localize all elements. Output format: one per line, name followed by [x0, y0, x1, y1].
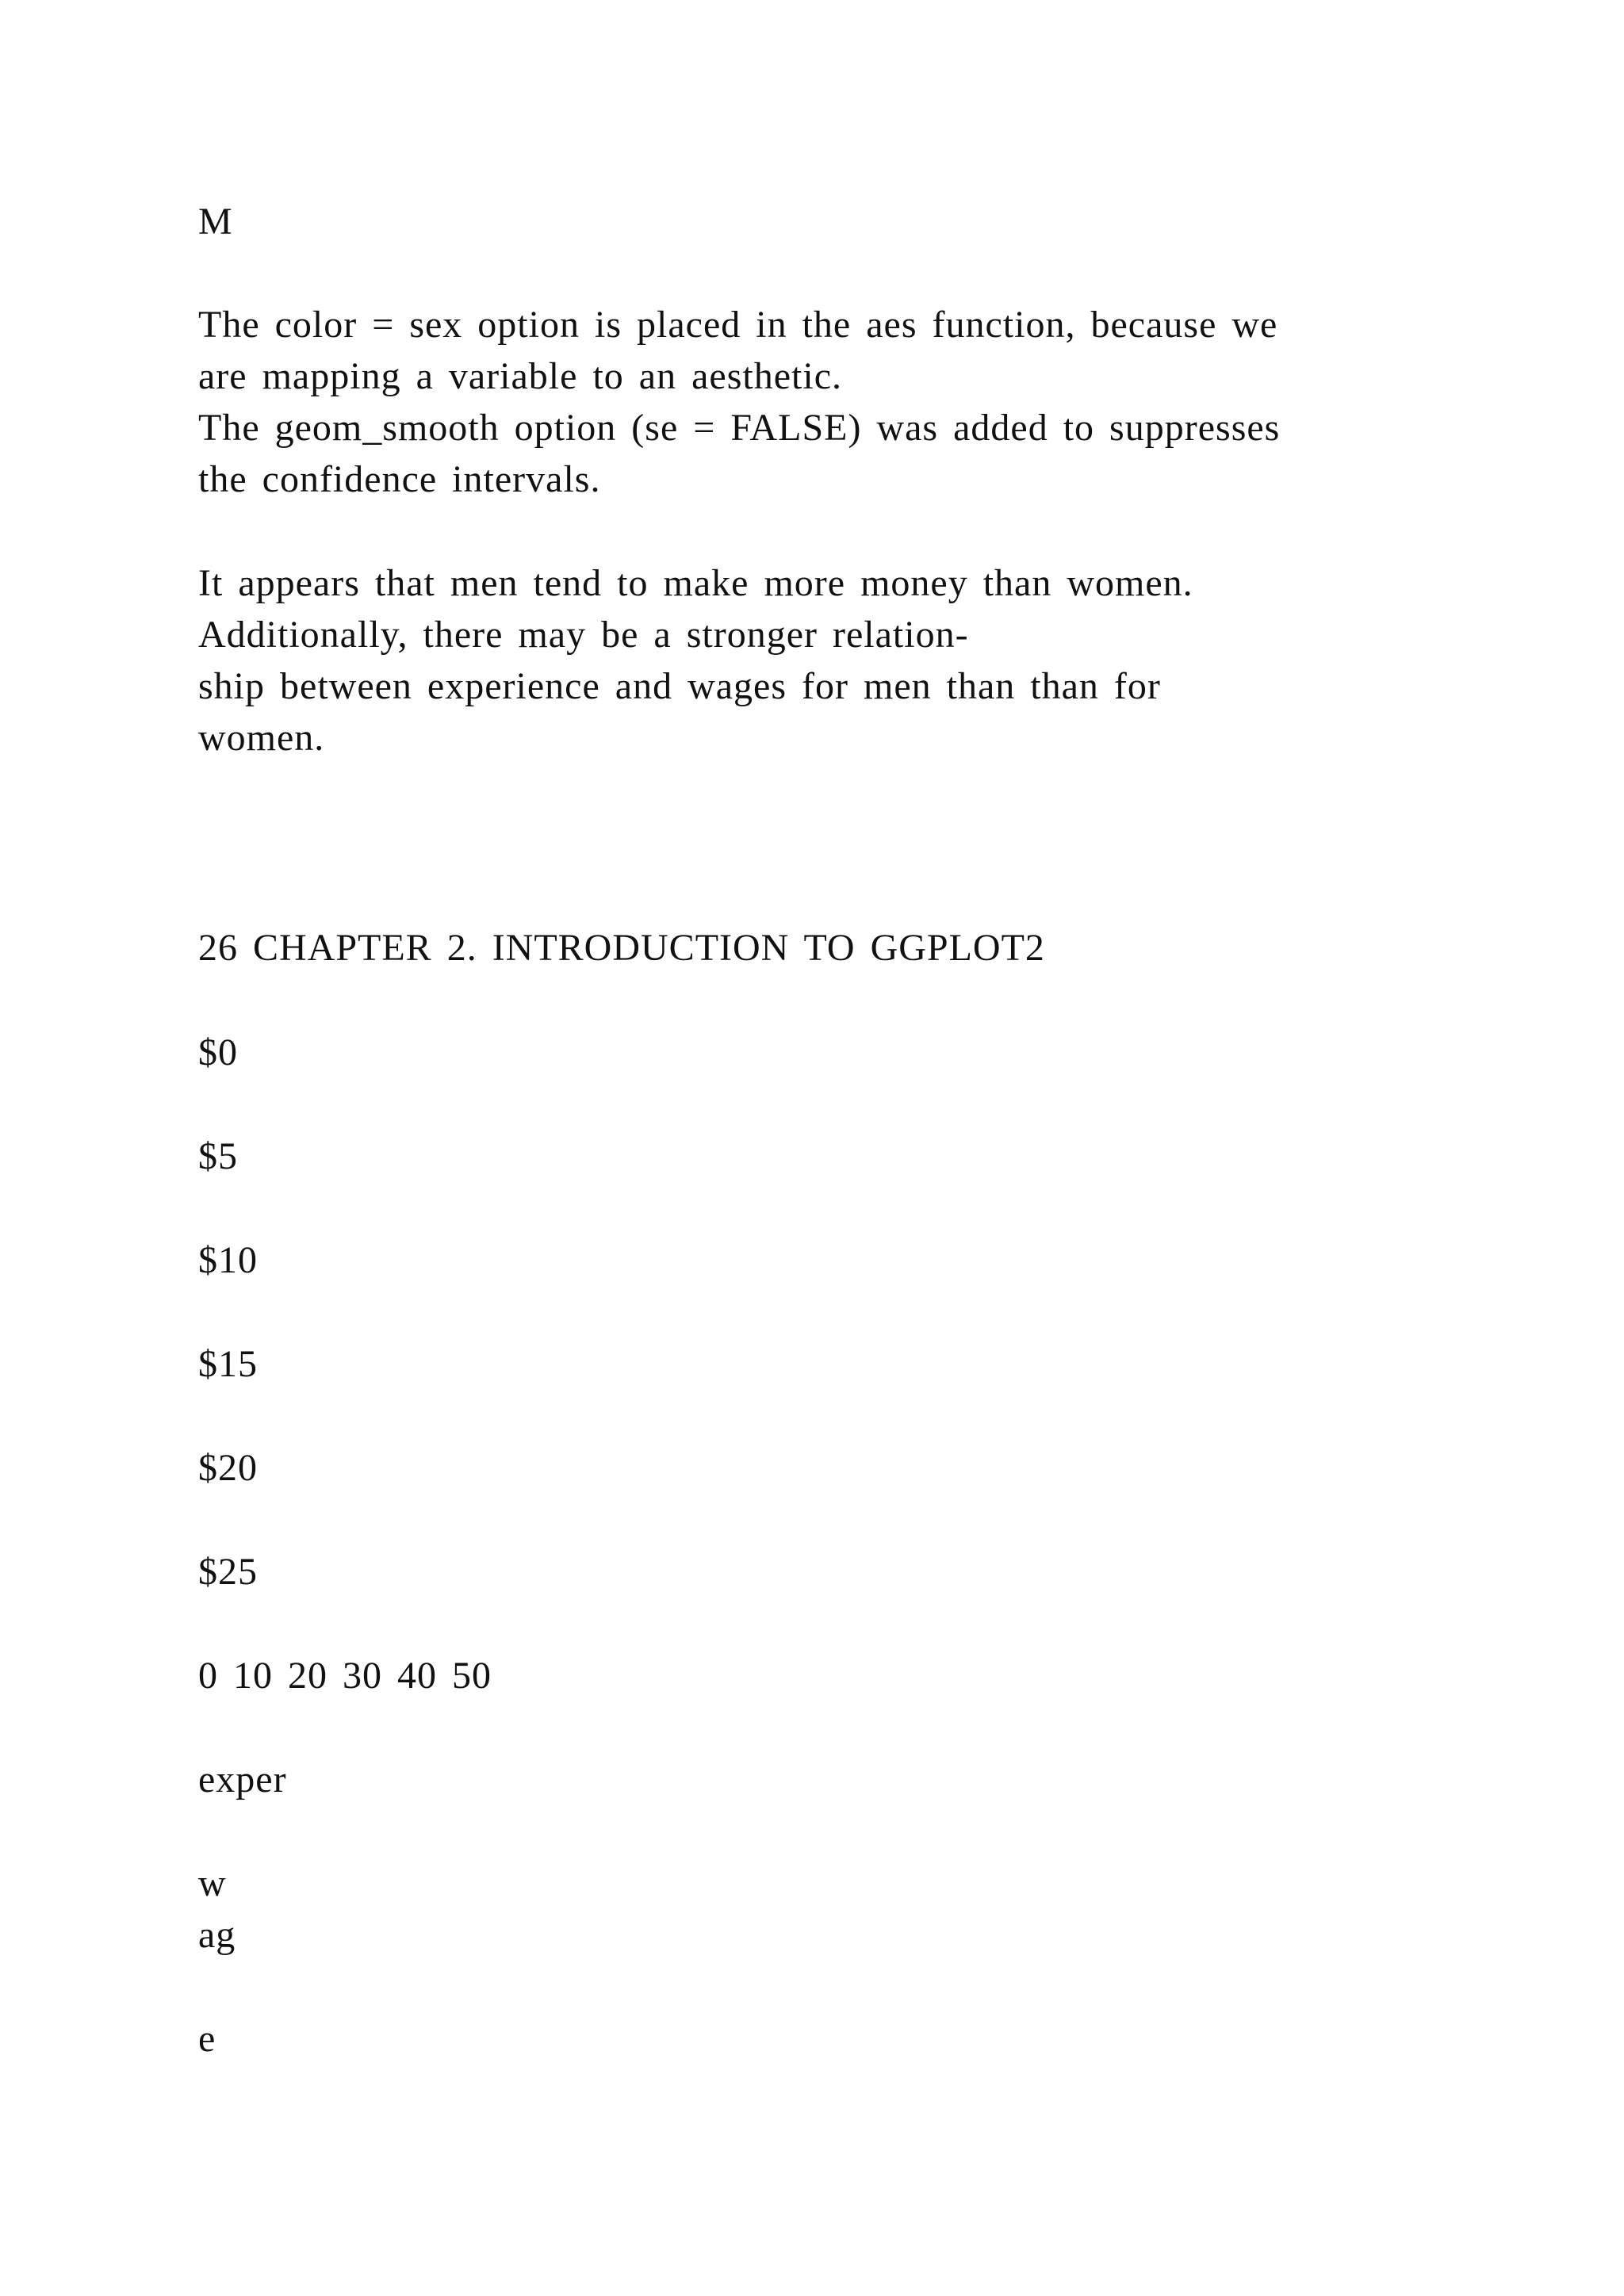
paragraph-2-line-1: It appears that men tend to make more money than women. — [198, 562, 1193, 604]
paragraph-1-line-4: the confidence intervals. — [198, 458, 601, 500]
paragraph-2-line-2: Additionally, there may be a stronger relation- — [198, 614, 969, 656]
y-axis-label-fragment: ag — [198, 1914, 236, 1956]
y-tick-label: $15 — [198, 1343, 258, 1385]
y-axis-label-fragment: e — [198, 2018, 216, 2060]
top-letter: M — [198, 201, 233, 243]
paragraph-2-line-4: women. — [198, 717, 325, 759]
x-axis-label: exper — [198, 1758, 287, 1800]
y-tick-label: $25 — [198, 1551, 258, 1593]
x-tick-labels: 0 10 20 30 40 50 — [198, 1655, 492, 1697]
paragraph-1-line-1: The color = sex option is placed in the aes function, because we — [198, 304, 1278, 346]
y-tick-label: $10 — [198, 1239, 258, 1281]
y-tick-label: $20 — [198, 1447, 258, 1489]
y-tick-label: $5 — [198, 1135, 238, 1177]
y-tick-label: $0 — [198, 1031, 238, 1073]
paragraph-2-line-3: ship between experience and wages for men than than for — [198, 665, 1161, 707]
paragraph-1-line-3: The geom_smooth option (se = FALSE) was added to suppresses — [198, 407, 1281, 449]
y-axis-label-fragment: w — [198, 1862, 227, 1904]
paragraph-1-line-2: are mapping a variable to an aesthetic. — [198, 355, 842, 397]
running-header: 26 CHAPTER 2. INTRODUCTION TO GGPLOT2 — [198, 927, 1045, 969]
